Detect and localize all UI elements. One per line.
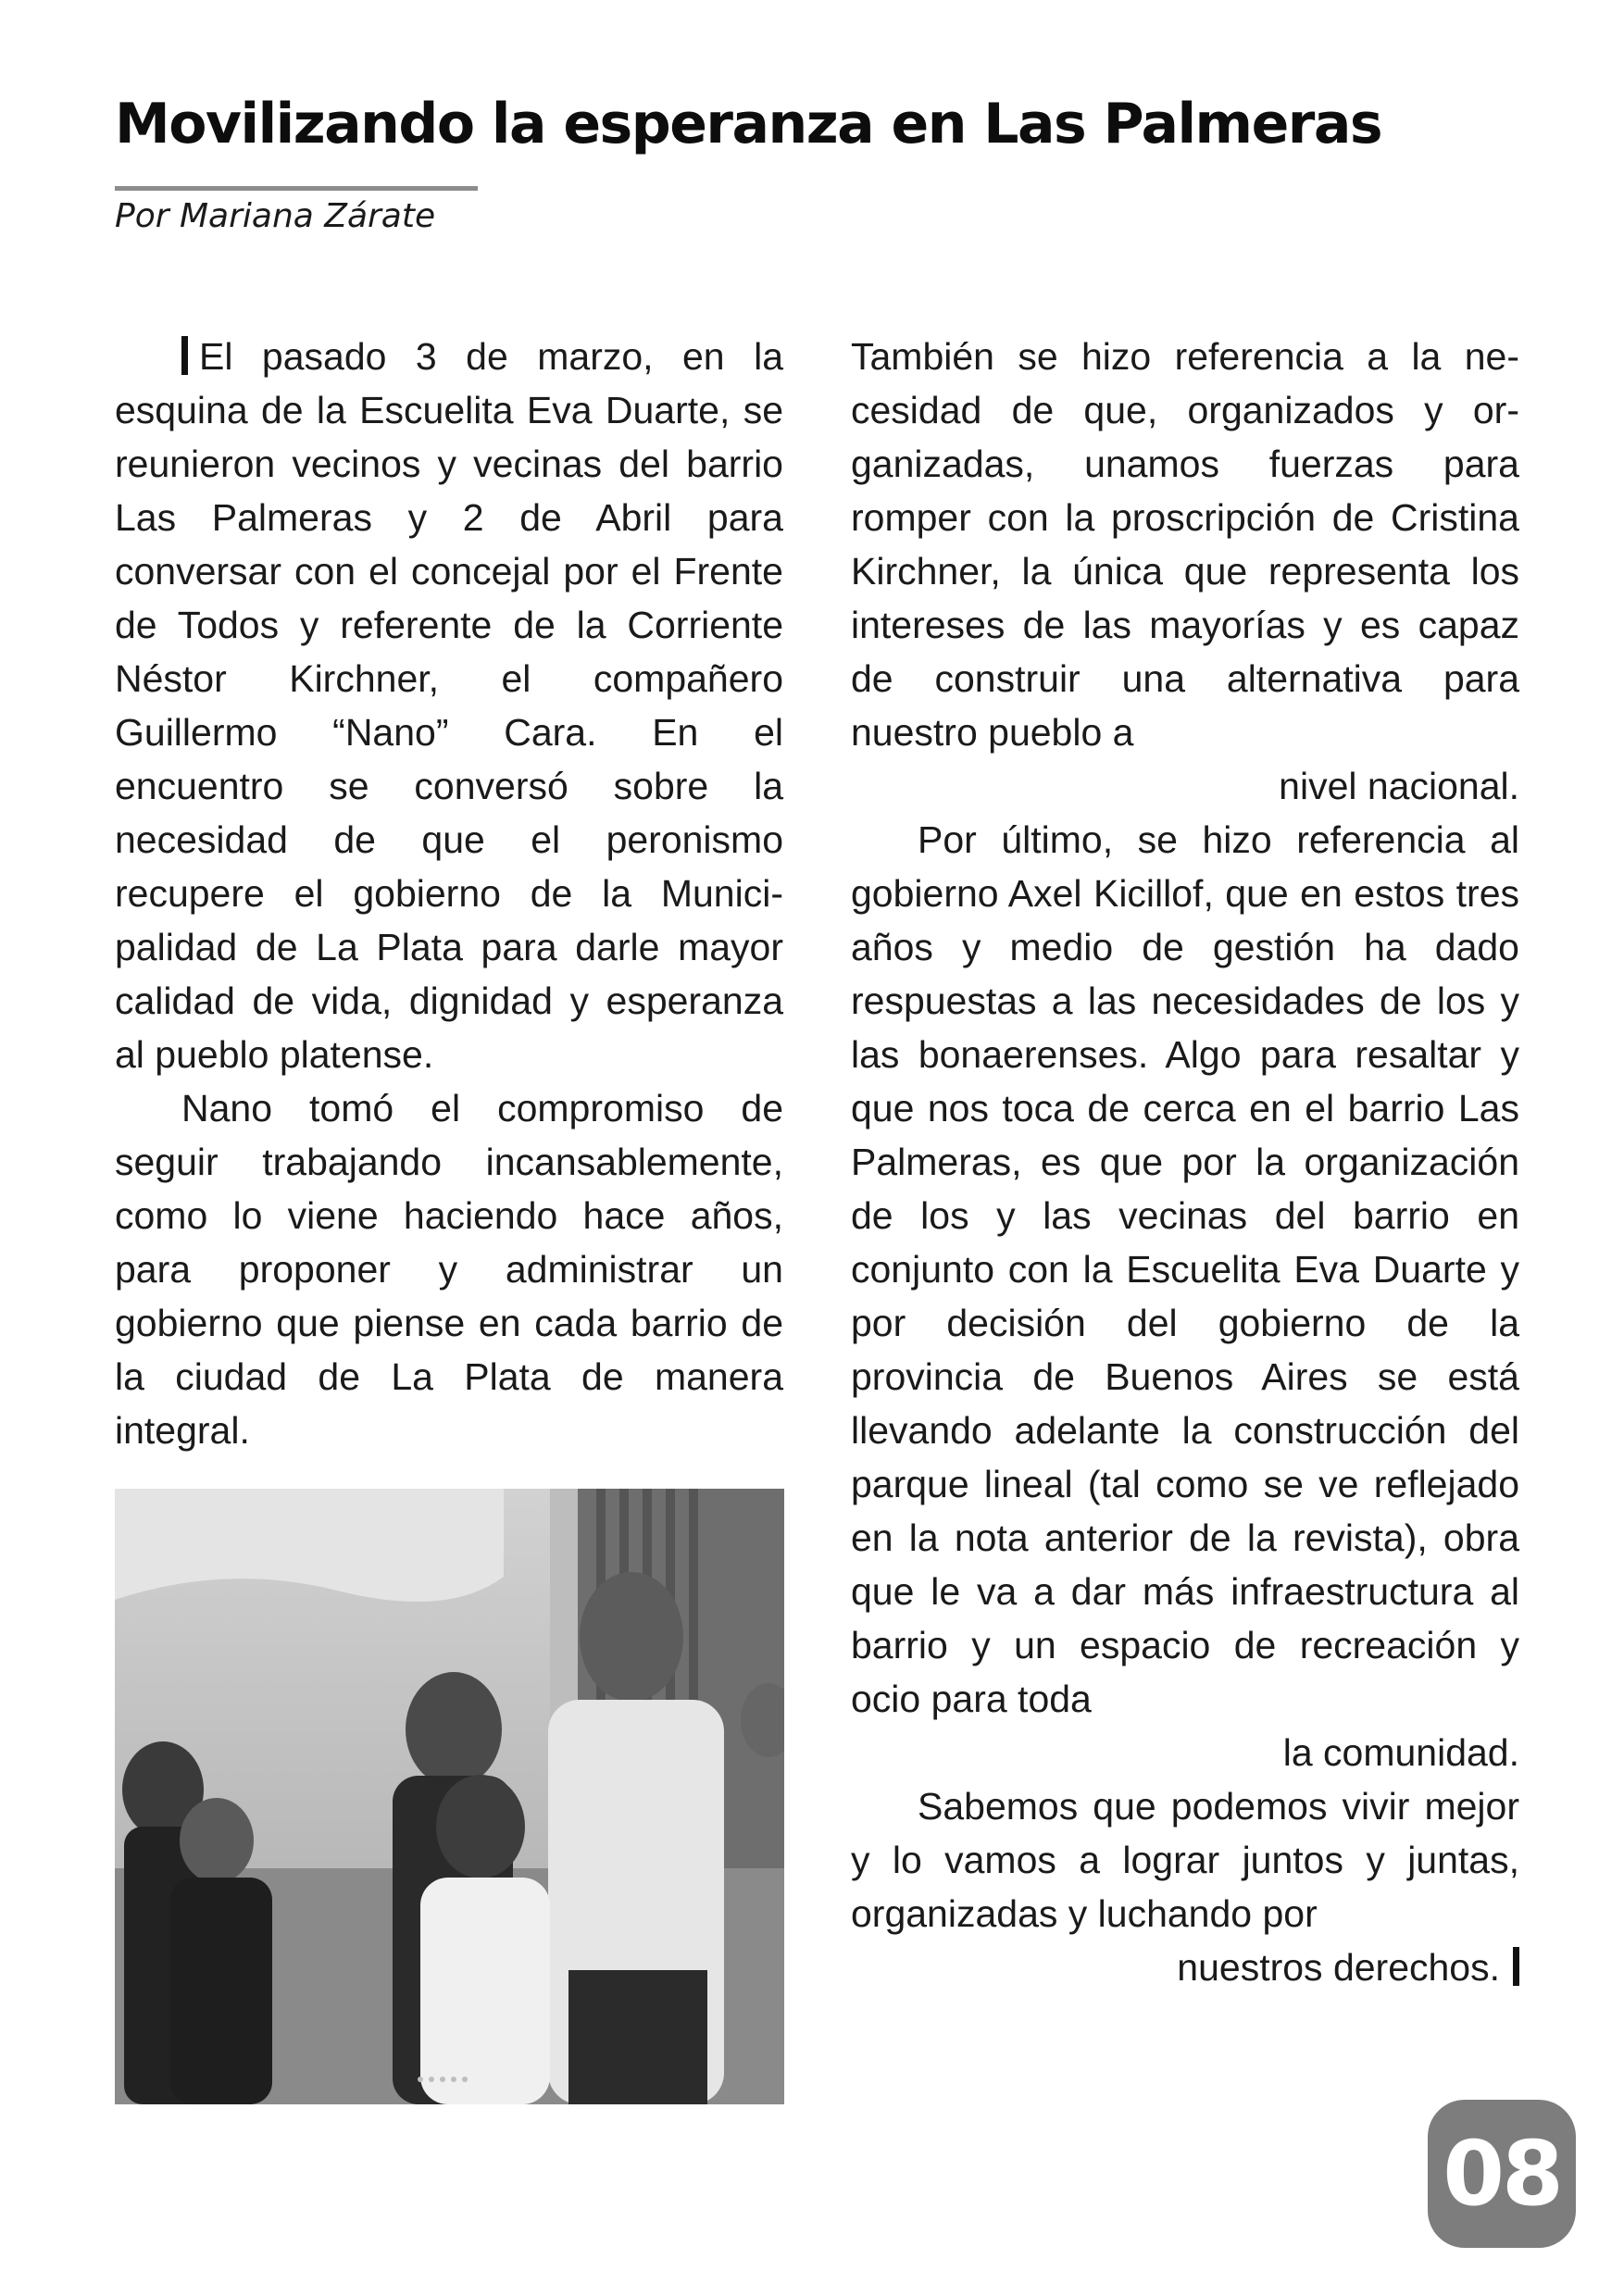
left-column [115, 330, 783, 1457]
article-photo [115, 1489, 784, 2104]
title-divider [115, 186, 478, 191]
paragraph-1: El pasado 3 de marzo, en la esquina de la Escuelita Eva Duarte, se reunieron vecinos y vecinas del barrio Las Palmeras y 2 de Abril para conversar con el concejal por el Frente de Todos y referente de la Corriente Néstor Kirchner, el compañero Guillermo “Nano” Cara. En el encuentro se conversó sobre la necesidad de que el peronismo recupere el gobierno de la Municipalidad de La Plata para darle mayor calidad de vida, dignidad y esperanza al pueblo platense. [115, 335, 783, 1076]
photo-people-gathering [115, 1489, 784, 2104]
page-number-badge: 08 [1428, 2100, 1576, 2248]
end-mark [1513, 1947, 1519, 1986]
paragraph-4: Por último, se hizo referencia al gobierno Axel Kicillof, que en estos tres años y medio de gestión ha dado respuestas a las necesidades de los y las bonaerenses. Algo para resaltar y que nos toca de cerca en el barrio Las Palmeras, es que por la organización de los y las vecinas del barrio en conjunto con la Escuelita Eva Duarte y por decisión del gobierno de la provincia de Buenos Aires se está llevando adelante la construcción del parque lineal (tal como se ve reflejado en la nota anterior de la revista), obra que le va a dar más infraestructura al barrio y un espacio de recreación y ocio para toda [851, 818, 1519, 1720]
paragraph-3-end: nivel nacional. [1279, 765, 1519, 807]
paragraph-5: Sabemos que podemos vivir mejor y lo vamos a lograr juntos y juntas, organizadas y luchando por [851, 1785, 1519, 1935]
start-mark [181, 336, 188, 375]
paragraph-4-end: la comunidad. [1282, 1731, 1519, 1774]
paragraph-5-end: nuestros derechos. [851, 1940, 1519, 1994]
article-byline: Por Mariana Zárate [115, 197, 436, 235]
paragraph-2: Nano tomó el compromiso de seguir trabajando incansablemente, como lo viene haciendo hace años, para proponer y administrar un gobierno que piense en cada barrio de la ciudad de La Plata de manera integral. [115, 1087, 783, 1452]
paragraph-3: También se hizo referencia a la necesidad de que, organizados y organizadas, unamos fuerzas para romper con la proscripción de Cristina Kirchner, la única que representa los intereses de las mayorías y es capaz de construir una alternativa para nuestro pueblo a [851, 335, 1519, 754]
article-title: Movilizando la esperanza en Las Palmeras [115, 92, 1382, 156]
right-column [851, 330, 1519, 1994]
